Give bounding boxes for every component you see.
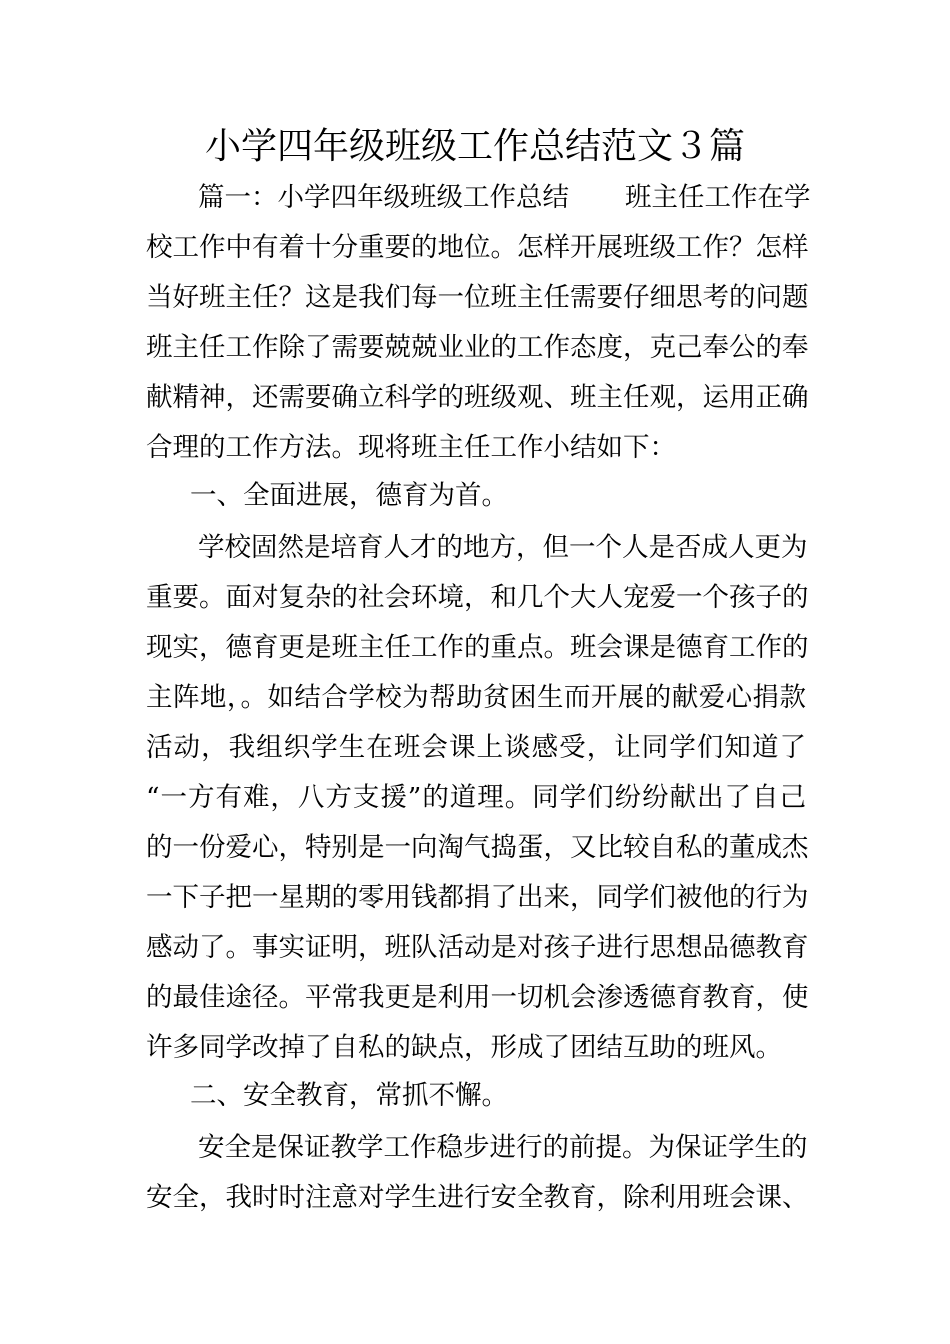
paragraph-line: 感动了。事实证明，班队活动是对孩子进行思想品德教育 [146, 932, 809, 963]
paragraph-line: 重要。面对复杂的社会环境，和几个大人宠爱一个孩子的 [146, 582, 809, 613]
paragraph-line: 安全，我时时注意对学生进行安全教育，除利用班会课、 [146, 1182, 809, 1213]
section-heading: 篇一：小学四年级班级工作总结 [198, 182, 569, 213]
paragraph-line: 班主任工作除了需要兢兢业业的工作态度，克己奉公的奉 [146, 332, 809, 363]
paragraph-line: 校工作中有着十分重要的地位。怎样开展班级工作？怎样 [146, 232, 809, 263]
paragraph-line: 安全是保证教学工作稳步进行的前提。为保证学生的 [198, 1132, 808, 1163]
paragraph-line: 篇一：小学四年级班级工作总结 班主任工作在学 [198, 182, 811, 213]
paragraph-line: 合理的工作方法。现将班主任工作小结如下： [146, 432, 676, 463]
section-heading: 二、安全教育，常抓不懈。 [190, 1080, 508, 1111]
section-heading: 一、全面进展，德育为首。 [190, 480, 508, 511]
paragraph-line: 当好班主任？这是我们每一位班主任需要仔细思考的问题 [146, 282, 809, 313]
paragraph-line: 现实，德育更是班主任工作的重点。班会课是德育工作的 [146, 632, 809, 663]
paragraph-line: 学校固然是培育人才的地方，但一个人是否成人更为 [198, 532, 808, 563]
paragraph-line: “一方有难，八方支援”的道理。同学们纷纷献出了自己 [146, 782, 806, 813]
paragraph-line: 的一份爱心，特别是一向淘气捣蛋，又比较自私的董成杰 [146, 832, 809, 863]
paragraph-line: 的最佳途径。平常我更是利用一切机会渗透德育教育，使 [146, 982, 809, 1013]
paragraph-line: 献精神，还需要确立科学的班级观、班主任观，运用正确 [146, 382, 809, 413]
paragraph-line: 一下子把一星期的零用钱都捐了出来，同学们被他的行为 [146, 882, 809, 913]
paragraph-line: 许多同学改掉了自私的缺点，形成了团结互助的班风。 [146, 1032, 782, 1063]
paragraph-line: 活动，我组织学生在班会课上谈感受，让同学们知道了 [146, 732, 806, 763]
document-title: 小学四年级班级工作总结范文３篇 [204, 126, 745, 167]
paragraph-line: 主阵地，。如结合学校为帮助贫困生而开展的献爱心捐款 [146, 682, 806, 713]
